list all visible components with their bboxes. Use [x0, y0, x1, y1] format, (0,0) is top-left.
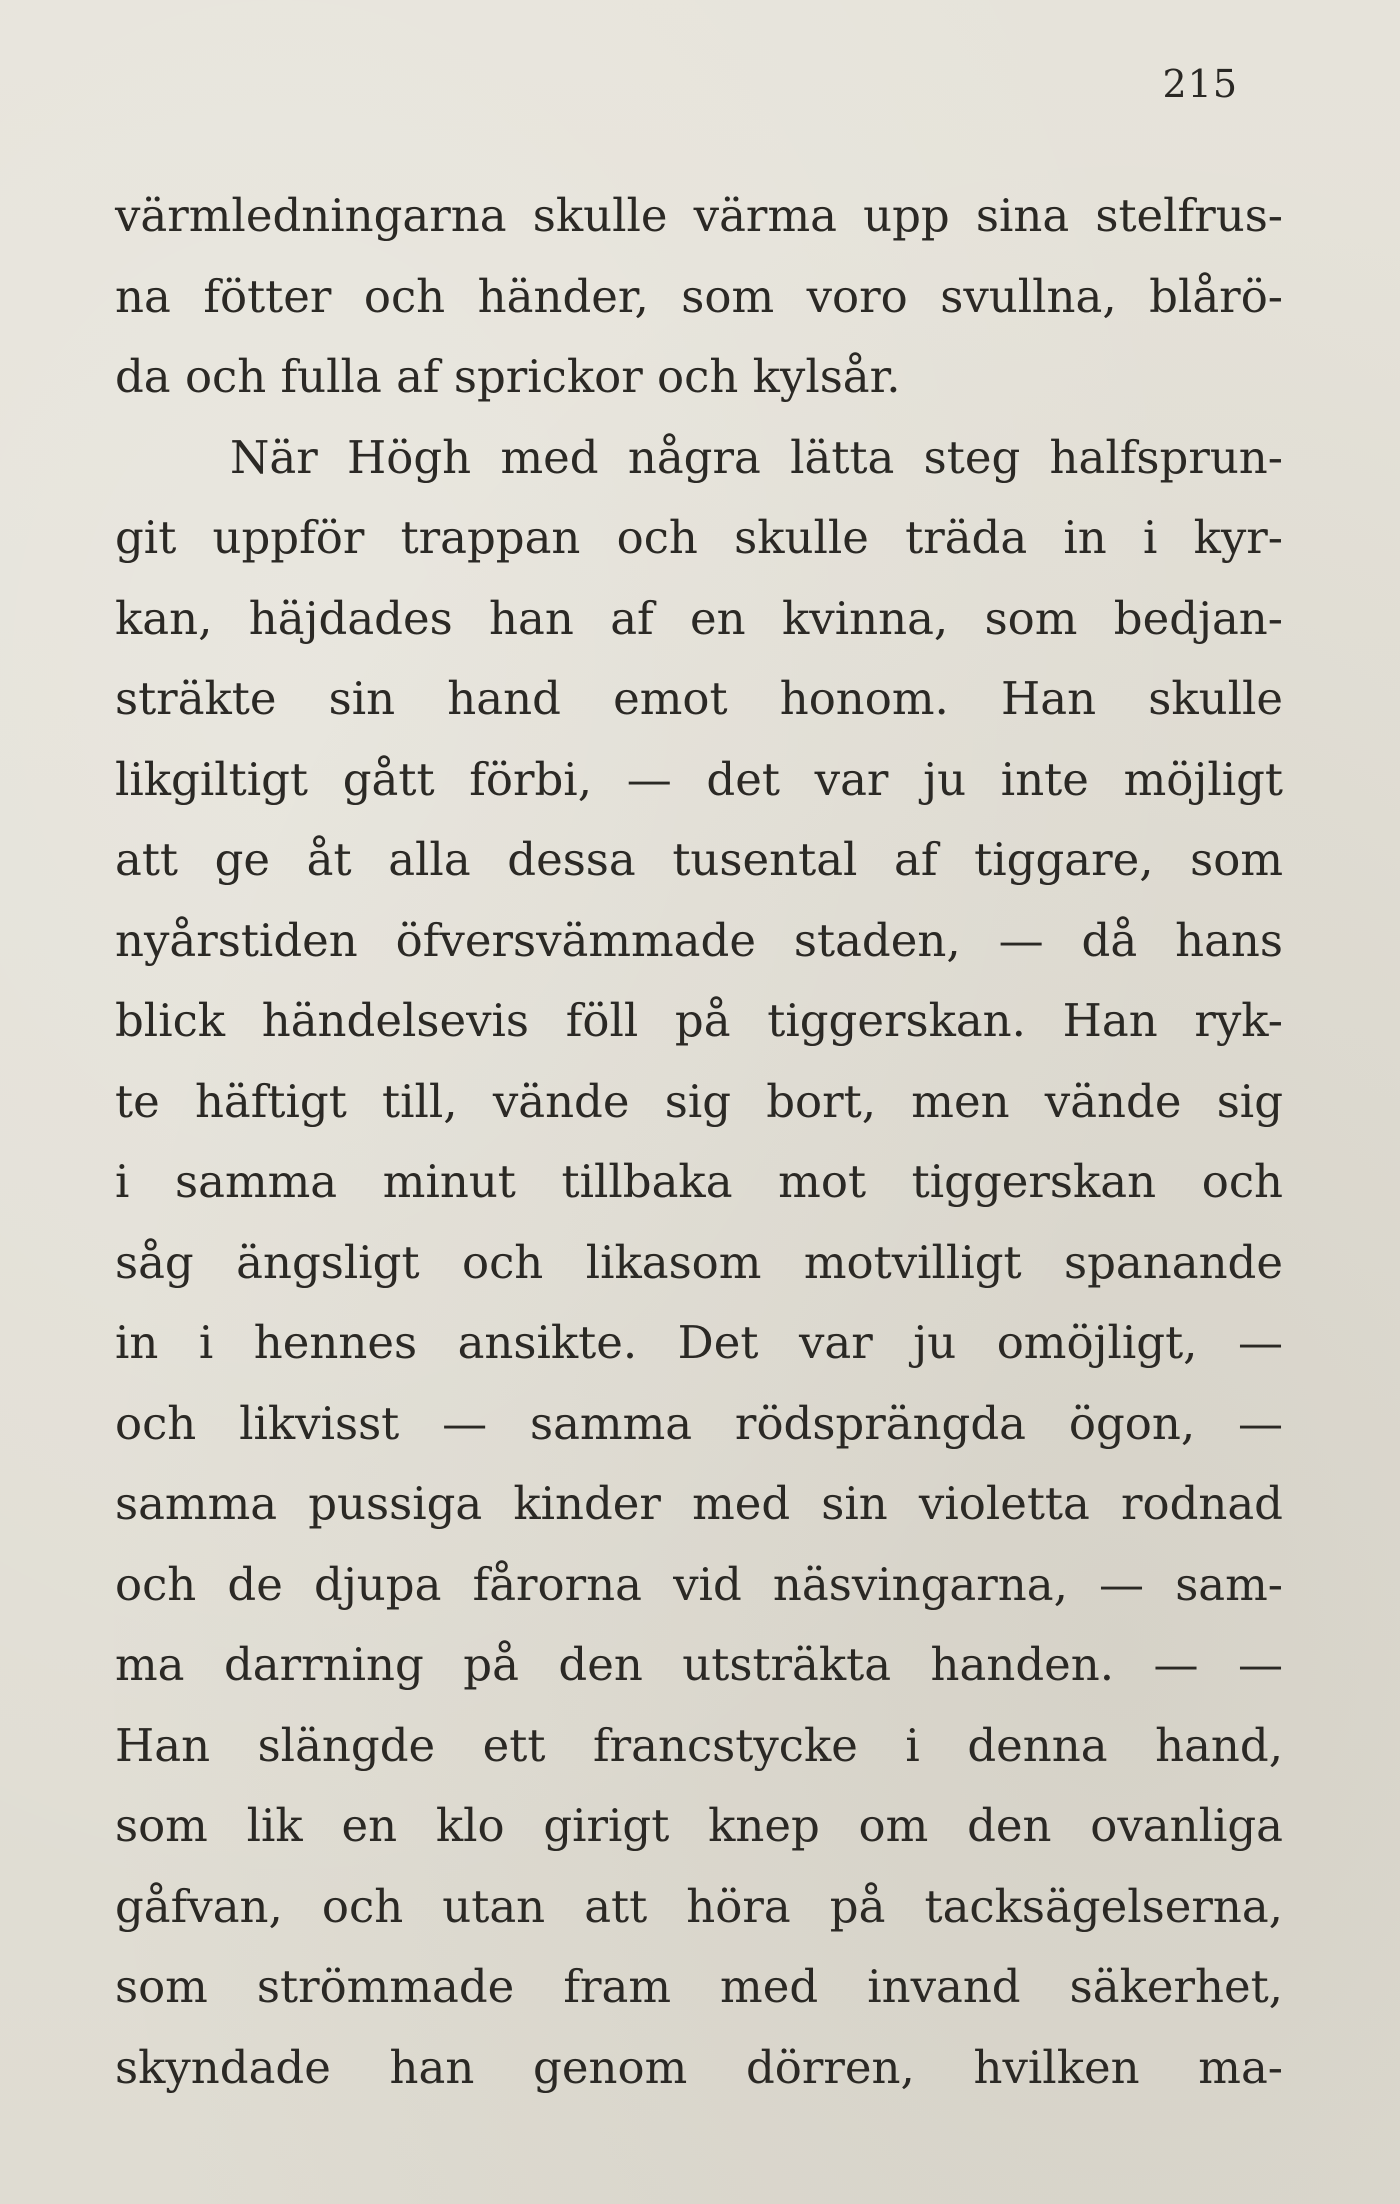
- text-line: värmledningarna skulle värma upp sina stelfrus-: [115, 189, 1283, 242]
- text-line: skyndade han genom dörren, hvilken ma-: [115, 2040, 1283, 2094]
- text-line: såg ängsligt och likasom motvilligt spanande: [115, 1235, 1283, 1289]
- text-line: likgiltigt gått förbi, — det var ju inte möjligt: [115, 752, 1283, 806]
- text-line: in i hennes ansikte. Det var ju omöjligt, —: [115, 1316, 1283, 1369]
- body-text: [115, 176, 1283, 2108]
- paragraph-start-line: När Högh med några lätta steg halfsprun-: [230, 430, 1283, 484]
- text-line: Han slängde ett francstycke i denna hand,: [115, 1718, 1283, 1772]
- text-line: ma darrning på den utsträkta handen. — —: [115, 1638, 1283, 1691]
- text-line: och likvisst — samma rödsprängda ögon, —: [115, 1396, 1283, 1450]
- page-number: 215: [1162, 62, 1238, 106]
- text-line: kan, häjdades han af en kvinna, som bedjan-: [115, 591, 1283, 645]
- text-line: att ge åt alla dessa tusental af tiggare, som: [115, 833, 1283, 886]
- text-line: blick händelsevis föll på tiggerskan. Han ryk-: [115, 994, 1283, 1047]
- text-line: git uppför trappan och skulle träda in i kyr-: [115, 511, 1283, 564]
- text-line: gåfvan, och utan att höra på tacksägelserna,: [115, 1879, 1283, 1933]
- text-line: som strömmade fram med invand säkerhet,: [115, 1960, 1283, 2013]
- text-line: na fötter och händer, som voro svullna, blårö-: [115, 269, 1283, 323]
- text-line: da och fulla af sprickor och kylsår.: [115, 350, 901, 403]
- text-line: nyårstiden öfversvämmade staden, — då hans: [115, 913, 1283, 967]
- text-line: te häftigt till, vände sig bort, men vände sig: [115, 1074, 1283, 1128]
- text-line: sträkte sin hand emot honom. Han skulle: [115, 672, 1283, 725]
- text-line: och de djupa fårorna vid näsvingarna, — sam-: [115, 1557, 1283, 1611]
- text-line: samma pussiga kinder med sin violetta rodnad: [115, 1477, 1283, 1530]
- text-line: i samma minut tillbaka mot tiggerskan och: [115, 1155, 1283, 1208]
- text-line: som lik en klo girigt knep om den ovanliga: [115, 1799, 1283, 1852]
